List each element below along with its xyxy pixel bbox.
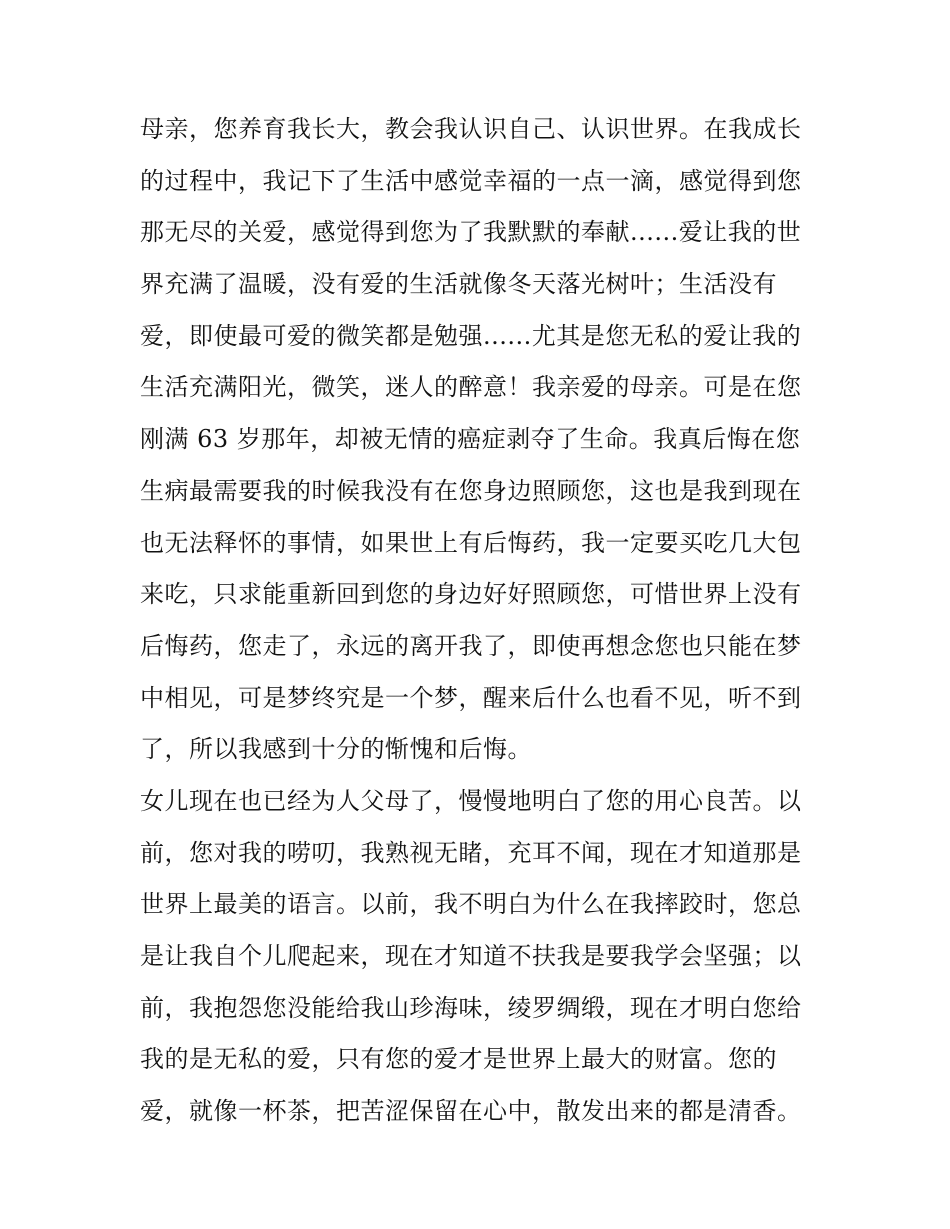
text-line: 我的是无私的爱，只有您的爱才是世界上最大的财富。您的 [140, 1045, 777, 1074]
text-line: 的过程中，我记下了生活中感觉幸福的一点一滴，感觉得到您 [140, 166, 802, 195]
text-line: 界充满了温暖，没有爱的生活就像冬天落光树叶；生活没有 [140, 270, 777, 299]
text-line: 前，我抱怨您没能给我山珍海味，绫罗绸缎，现在才明白您给 [140, 993, 802, 1022]
text-line: 刚满 63 岁那年，却被无情的癌症剥夺了生命。我真后悔在您 [140, 425, 801, 454]
text-line: 前，您对我的唠叨，我熟视无睹，充耳不闻，现在才知道那是 [140, 838, 802, 867]
text-line: 是让我自个儿爬起来，现在才知道不扶我是要我学会坚强；以 [140, 942, 802, 970]
text-line: 爱，就像一杯茶，把苦涩保留在心中，散发出来的都是清香。 [140, 1097, 802, 1126]
text-line: 爱，即使最可爱的微笑都是勉强......尤其是您无私的爱让我的 [140, 321, 802, 350]
text-line: 女儿现在也已经为人父母了，慢慢地明白了您的用心良苦。以 [140, 786, 802, 815]
text-line: 中相见，可是梦终究是一个梦，醒来后什么也看不见，听不到 [140, 683, 802, 712]
text-line: 也无法释怀的事情，如果世上有后悔药，我一定要买吃几大包 [140, 528, 802, 557]
text-line: 生活充满阳光，微笑，迷人的醉意！我亲爱的母亲。可是在您 [140, 373, 802, 402]
text-line: 后悔药，您走了，永远的离开我了，即使再想念您也只能在梦 [140, 631, 802, 660]
text-line: 世界上最美的语言。以前，我不明白为什么在我摔跤时，您总 [140, 890, 802, 919]
text-line: 母亲，您养育我长大，教会我认识自己、认识世界。在我成长 [140, 115, 802, 143]
text-line: 生病最需要我的时候我没有在您身边照顾您，这也是我到现在 [140, 476, 802, 505]
body-text [140, 104, 820, 1138]
text-line: 那无尽的关爱，感觉得到您为了我默默的奉献......爱让我的世 [140, 218, 802, 247]
text-line: 来吃，只求能重新回到您的身边好好照顾您，可惜世界上没有 [140, 580, 802, 609]
text-line: 了，所以我感到十分的惭愧和后悔。 [140, 735, 532, 764]
